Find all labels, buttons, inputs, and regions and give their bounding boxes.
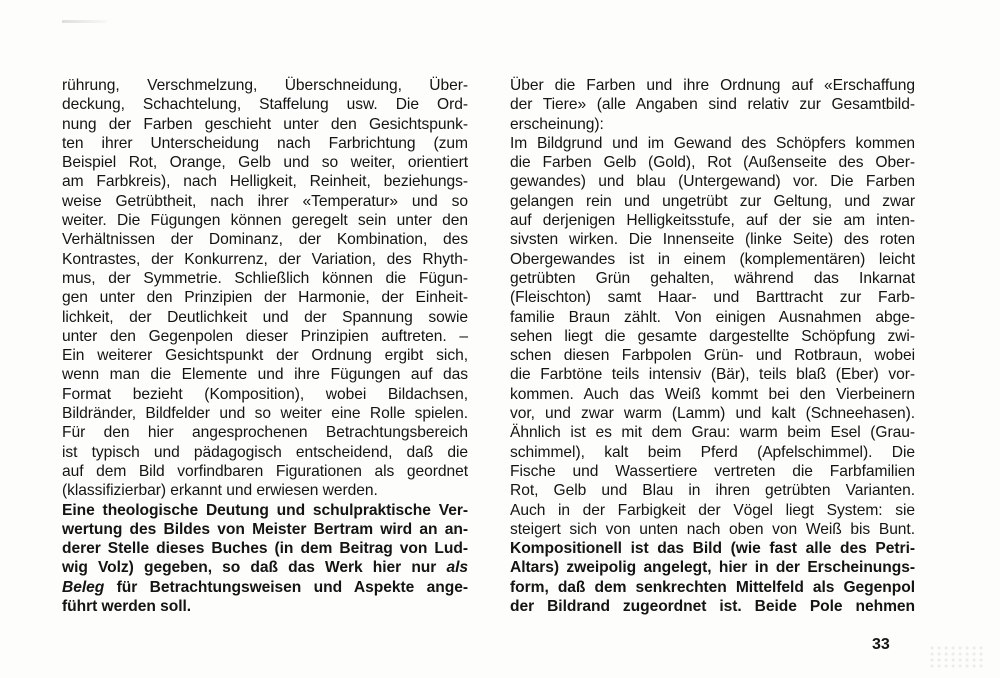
text-line: Für den hier angesprochenen Betrachtungsbereich — [62, 424, 468, 442]
text-line: weiter. Die Fügungen können geregelt sein unter den — [62, 212, 468, 230]
text-line: (Fleischton) samt Haar- und Barttracht zur Farb- — [510, 289, 915, 307]
text-line: gelangen rein und ungetrübt zur Geltung, und zwar — [510, 192, 915, 210]
text-line: Obergewandes ist in einem (komplementären) leicht — [510, 250, 915, 268]
text-line: auf dem Bild vorfindbaren Figurationen als geordnet — [62, 462, 468, 480]
text-line: Im Bildgrund und im Gewand des Schöpfers kommen — [510, 134, 915, 152]
text-line: mus, der Symmetrie. Schließlich können die Fügun- — [62, 269, 468, 287]
bold-text-line: Altars) zweipolig angelegt, hier in der Erscheinungs- — [510, 559, 915, 577]
scan-noise — [930, 645, 985, 670]
text-line: kommen. Auch das Weiß kommt bei den Vierbeinern — [510, 385, 915, 403]
page-number: 33 — [872, 636, 890, 653]
bold-text-line: form, daß dem senkrechten Mittelfeld als Gegenpol — [510, 578, 915, 596]
text-line: sehen liegt die gesamte dargestellte Schöpfung zwi- — [510, 327, 915, 345]
text-line: gen unter den Prinzipien der Harmonie, der Einheit- — [62, 289, 468, 307]
italic-word: Beleg — [62, 578, 105, 596]
text-line: schen diesen Farbpolen Grün- und Rotbraun, wobei — [510, 347, 915, 365]
text-line: Ähnlich ist es mit dem Grau: warm beim Esel (Grau- — [510, 424, 915, 442]
text-line: steigert sich von unten nach oben von Weiß bis Bunt. — [510, 520, 915, 538]
text-line: rührung, Verschmelzung, Überschneidung, Über- — [62, 77, 468, 94]
bold-text-line-with-italic — [62, 558, 468, 577]
text-line: die Farben Gelb (Gold), Rot (Außenseite des Ober- — [510, 154, 915, 172]
text-line: erscheinung): — [510, 115, 604, 133]
bold-text-fragment: für Betrachtungsweisen und Aspekte ange- — [116, 578, 468, 596]
text-line: schimmel), kalt beim Pferd (Apfelschimmel). Die — [510, 443, 915, 461]
right-column — [510, 76, 915, 616]
text-line: Beispiel Rot, Orange, Gelb und so weiter, orientiert — [62, 154, 468, 172]
left-column — [62, 76, 468, 616]
bold-text-line-with-italic — [62, 578, 468, 597]
text-line: gewandes) und blau (Untergewand) vor. Die Farben — [510, 173, 915, 191]
text-line: auf derjenigen Helligkeitsstufe, auf der sie am inten- — [510, 212, 915, 230]
text-line: getrübten Grün gehalten, während das Inkarnat — [510, 269, 915, 287]
text-line: ten ihrer Unterscheidung nach Farbrichtung (zum — [62, 134, 468, 152]
text-line: am Farbkreis), nach Helligkeit, Reinheit, beziehungs- — [62, 173, 468, 191]
text-line: Bildränder, Bildfelder und so weiter eine Rolle spielen. — [62, 405, 468, 423]
bold-text-fragment: wig Volz) gegeben, so daß das Werk hier nur — [62, 559, 437, 577]
bold-text-line: führt werden soll. — [62, 598, 192, 616]
text-line: Über die Farben und ihre Ordnung auf «Erschaffung — [510, 77, 915, 94]
bold-text-line: derer Stelle dieses Buches (in dem Beitrag von Lud- — [62, 540, 468, 558]
text-line: nung der Farben geschieht unter den Gesichtspunk- — [62, 115, 468, 133]
bold-text-line: wertung des Bildes von Meister Bertram wird an an- — [62, 520, 468, 538]
text-line: Verhältnissen der Dominanz, der Kombination, des — [62, 231, 468, 249]
bold-text-line: der Bildrand zugeordnet ist. Beide Pole nehmen — [510, 598, 915, 616]
text-line: ist typisch und pädagogisch entscheidend, daß die — [62, 443, 468, 461]
text-line: vor, und zwar warm (Lamm) und kalt (Schneehasen). — [510, 405, 915, 423]
text-line: die Farbtöne teils intensiv (Bär), teils blaß (Eber) vor- — [510, 366, 915, 384]
text-line: sivsten wirken. Die Innenseite (linke Seite) des roten — [510, 231, 915, 249]
text-line: wenn man die Elemente und ihre Fügungen auf das — [62, 366, 468, 384]
text-line: lichkeit, der Deutlichkeit und der Spannung sowie — [62, 308, 468, 326]
text-line: Fische und Wassertiere vertreten die Farbfamilien — [510, 462, 915, 480]
text-line: familie Braun zählt. Von einigen Ausnahmen abge- — [510, 308, 915, 326]
text-line: (klassifizierbar) erkannt und erwiesen werden. — [62, 482, 378, 500]
text-line: weise Getrübtheit, nach ihrer «Temperatur» und so — [62, 192, 468, 210]
text-line: Auch in der Farbigkeit der Vögel liegt System: sie — [510, 501, 915, 519]
bold-text-line: Kompositionell ist das Bild (wie fast alle des Petri- — [510, 540, 915, 558]
bold-text-line: Eine theologische Deutung und schulpraktische Ver- — [62, 501, 468, 519]
text-line: Rot, Gelb und Blau in ihren getrübten Varianten. — [510, 482, 915, 500]
scan-smudge — [62, 20, 107, 23]
text-line: Kontrastes, der Konkurrenz, der Variation, des Rhyth- — [62, 250, 468, 268]
text-line: deckung, Schachtelung, Staffelung usw. Die Ord- — [62, 96, 468, 114]
text-line: der Tiere» (alle Angaben sind relativ zur Gesamtbild- — [510, 96, 915, 114]
text-line: Format bezieht (Komposition), wobei Bildachsen, — [62, 385, 468, 403]
text-line: Ein weiterer Gesichtspunkt der Ordnung ergibt sich, — [62, 347, 468, 365]
text-line: unter den Gegenpolen dieser Prinzipien auftreten. – — [62, 327, 468, 345]
italic-word: als — [446, 559, 468, 577]
